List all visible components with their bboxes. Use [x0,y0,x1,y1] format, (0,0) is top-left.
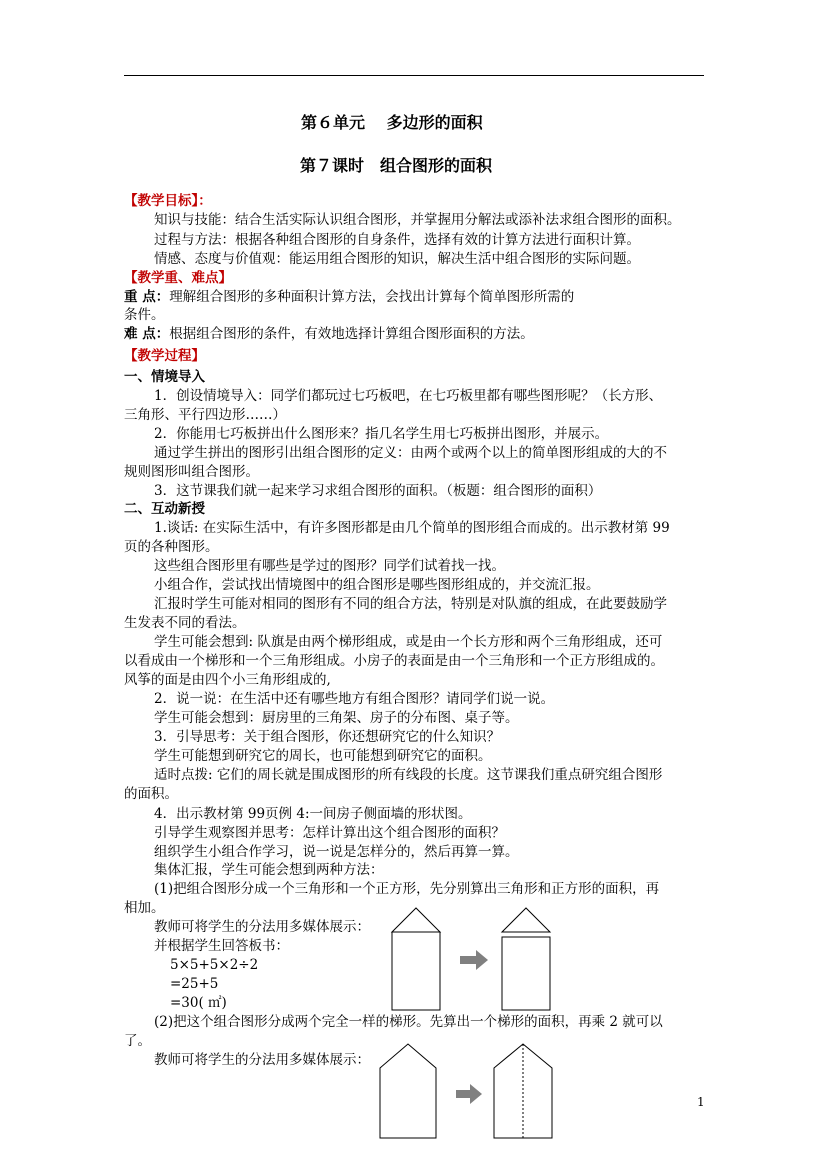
process-line: 这些组合图形里有哪些是学过的图形？同学们试着找一找。 [154,558,505,574]
page-number: 1 [697,1095,705,1109]
process-line: 汇报时学生可能对相同的图形有不同的组合方法，特别是对队旗的组成，在此要鼓励学 [154,596,667,612]
process-line: 组织学生小组合作学习，说一说是怎样分的，然后再算一算。 [154,844,519,860]
header-rule [124,75,704,76]
arrow-icon [456,1084,482,1104]
process-line: 风筝的面是由四个小三角形组成的, [124,672,331,688]
key-point-text: 理解组合图形的多种面积计算方法，会找出计算每个简单图形所需的 [169,289,575,305]
formula-line: 5×5+5×2÷2 [170,957,259,973]
difficulty-text: 根据组合图形的条件，有效地选择计算组合图形面积的方法。 [169,326,534,342]
process-line: 1.谈话: 在实际生活中，有许多图形都是由几个简单的图形组合而成的。出示教材第 99 [154,520,670,536]
process-line: 学生可能会想到：厨房里的三角架、房子的分布图、桌子等。 [154,710,519,726]
objective-line: 知识与技能：结合生活实际认识组合图形，并掌握用分解法或添补法求组合图形的面积。 [154,212,681,228]
house-after-split [494,1044,552,1138]
formula-line: =30( ㎡) [170,995,227,1011]
process-line: 学生可能想到研究它的周长，也可能想到研究它的面积。 [154,748,492,764]
figure-house-triangle-square [380,904,560,1016]
key-point-line [124,288,574,307]
key-points-heading: 【教学重、难点】 [124,270,232,286]
process-line: 的面积。 [124,786,178,802]
key-point-text-cont: 条件。 [124,307,165,323]
difficulty-line [124,325,534,344]
process-line: 了。 [124,1033,151,1049]
objective-line: 过程与方法：根据各种组合图形的自身条件，选择有效的计算方法进行面积计算。 [154,232,640,248]
section-2-heading: 二、互动新授 [124,501,205,517]
process-line: (2)把这个组合图形分成两个完全一样的梯形。先算出一个梯形的面积，再乘 2 就可以 [154,1014,663,1030]
arrow-icon [460,950,488,970]
process-line: 相加。 [124,900,165,916]
process-line: 4．出示教材第 99页例 4:一间房子侧面墙的形状图。 [154,806,472,822]
formula-line: =25+5 [170,976,219,992]
objectives-heading: 【教学目标】： [124,193,212,209]
house-before-split [392,908,440,1010]
process-heading: 【教学过程】 [124,348,205,364]
process-line: 1．创设情境导入：同学们都玩过七巧板吧，在七巧板里都有哪些图形呢？（长方形、 [154,388,663,404]
difficulty-label: 难 点： [124,326,170,342]
unit-title: 第６单元 多边形的面积 [301,113,483,132]
section-1-heading: 一、情境导入 [124,369,205,385]
process-line: 并根据学生回答板书： [154,938,289,954]
figure-house-two-trapezoids [380,1042,560,1142]
process-line: 引导学生观察图并思考：怎样计算出这个组合图形的面积？ [154,825,505,841]
process-line: 三角形、平行四边形……） [124,407,286,423]
house-after-split [502,908,550,1010]
process-line: 通过学生拼出的图形引出组合图形的定义：由两个或两个以上的简单图形组成的大的不 [154,445,667,461]
lesson-title: 第７课时 组合图形的面积 [300,156,493,175]
house-before-split [380,1044,436,1138]
process-line: 以看成由一个梯形和一个三角形组成。小房子的表面是由一个三角形和一个正方形组成的。 [124,653,664,669]
process-line: 学生可能会想到: 队旗是由两个梯形组成，或是由一个长方形和两个三角形组成，还可 [154,634,663,650]
process-line: 教师可将学生的分法用多媒体展示： [154,1052,370,1068]
process-line: 页的各种图形。 [124,539,219,555]
process-line: 3．这节课我们就一起来学习求组合图形的面积。（板题：组合图形的面积） [154,483,602,499]
process-line: 2．你能用七巧板拼出什么图形来？指几名学生用七巧板拼出图形，并展示。 [154,426,609,442]
process-line: 3．引导思考：关于组合图形，你还想研究它的什么知识？ [154,729,501,745]
process-line: 规则图形叫组合图形。 [124,464,259,480]
key-point-label: 重 点： [124,289,170,305]
process-line: 2．说一说：在生活中还有哪些地方有组合图形？请同学们说一说。 [154,691,555,707]
process-line: 适时点拨: 它们的周长就是围成图形的所有线段的长度。这节课我们重点研究组合图形 [154,767,663,783]
process-line: 集体汇报，学生可能会想到两种方法： [154,862,384,878]
objective-line: 情感、态度与价值观：能运用组合图形的知识，解决生活中组合图形的实际问题。 [154,251,640,267]
process-line: 小组合作，尝试找出情境图中的组合图形是哪些图形组成的，并交流汇报。 [154,577,600,593]
process-line: 教师可将学生的分法用多媒体展示： [154,919,370,935]
process-line: (1)把组合图形分成一个三角形和一个正方形，先分别算出三角形和正方形的面积，再 [154,881,660,897]
process-line: 生发表不同的看法。 [124,615,246,631]
